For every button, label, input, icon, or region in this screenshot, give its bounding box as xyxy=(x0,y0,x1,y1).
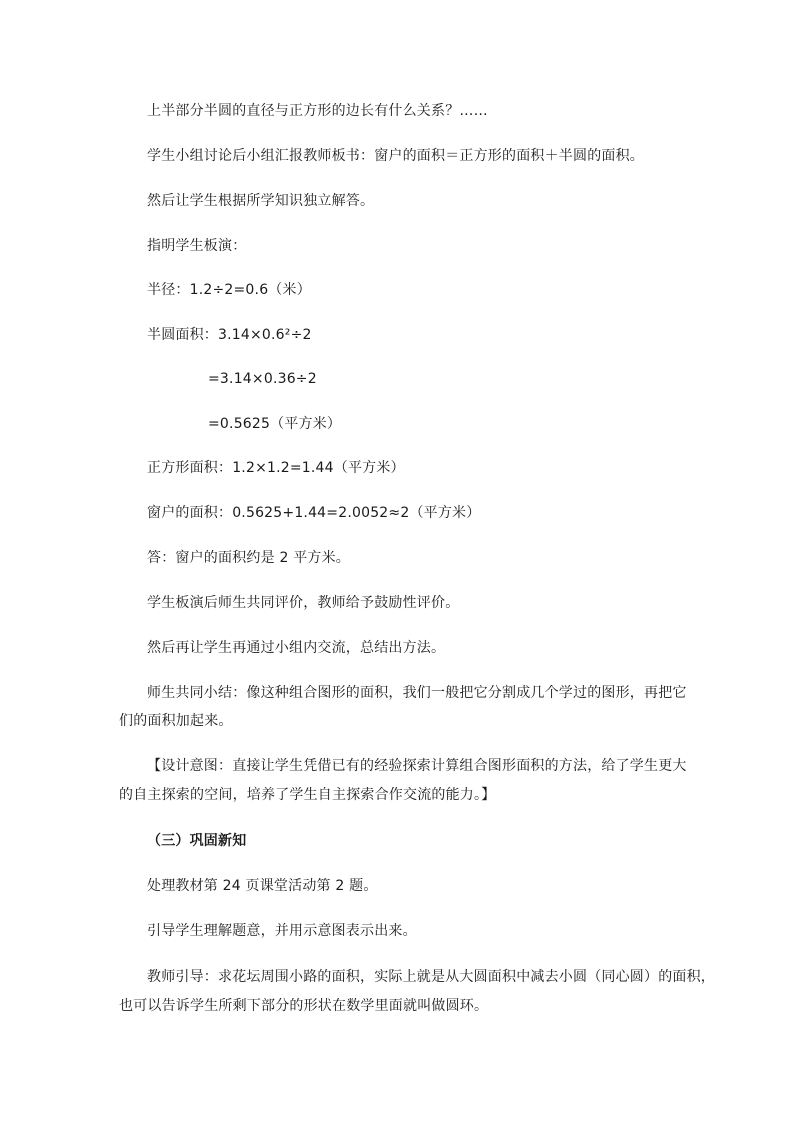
paragraph-line: 引导学生理解题意，并用示意图表示出来。 xyxy=(147,923,417,939)
paragraph-line: 学生小组讨论后小组汇报教师板书：窗户的面积＝正方形的面积＋半圆的面积。 xyxy=(147,148,644,164)
design-intent-line: 【设计意图：直接让学生凭借已有的经验探索计算组合图形面积的方法，给了学生更大 xyxy=(147,758,687,774)
paragraph-line: 教师引导：求花坛周围小路的面积，实际上就是从大圆面积中减去小圆（同心圆）的面积， xyxy=(147,969,715,985)
formula-line: =0.5625（平方米） xyxy=(208,416,342,432)
formula-line: 半圆面积：3.14×0.6²÷2 xyxy=(147,327,312,343)
answer-line: 答：窗户的面积约是 2 平方米。 xyxy=(147,550,351,566)
formula-line: =3.14×0.36÷2 xyxy=(208,371,317,387)
paragraph-line: 处理教材第 24 页课堂活动第 2 题。 xyxy=(147,878,378,894)
formula-line: 半径：1.2÷2=0.6（米） xyxy=(147,282,311,298)
paragraph-line: 上半部分半圆的直径与正方形的边长有什么关系？…… xyxy=(147,103,488,119)
section-heading: （三）巩固新知 xyxy=(147,833,247,849)
design-intent-line: 的自主探索的空间，培养了学生自主探索合作交流的能力。】 xyxy=(119,787,496,803)
formula-line: 窗户的面积：0.5625+1.44=2.0052≈2（平方米） xyxy=(147,505,481,521)
paragraph-line: 指明学生板演： xyxy=(147,238,247,254)
paragraph-line: 师生共同小结：像这种组合图形的面积，我们一般把它分割成几个学过的图形，再把它 xyxy=(147,685,687,701)
paragraph-line: 然后让学生根据所学知识独立解答。 xyxy=(147,193,375,209)
formula-line: 正方形面积：1.2×1.2=1.44（平方米） xyxy=(147,460,405,476)
paragraph-line: 学生板演后师生共同评价，教师给予鼓励性评价。 xyxy=(147,595,460,611)
paragraph-line: 然后再让学生再通过小组内交流，总结出方法。 xyxy=(147,640,446,656)
paragraph-line: 也可以告诉学生所剩下部分的形状在数学里面就叫做圆环。 xyxy=(119,998,489,1014)
paragraph-line: 们的面积加起来。 xyxy=(119,713,233,729)
